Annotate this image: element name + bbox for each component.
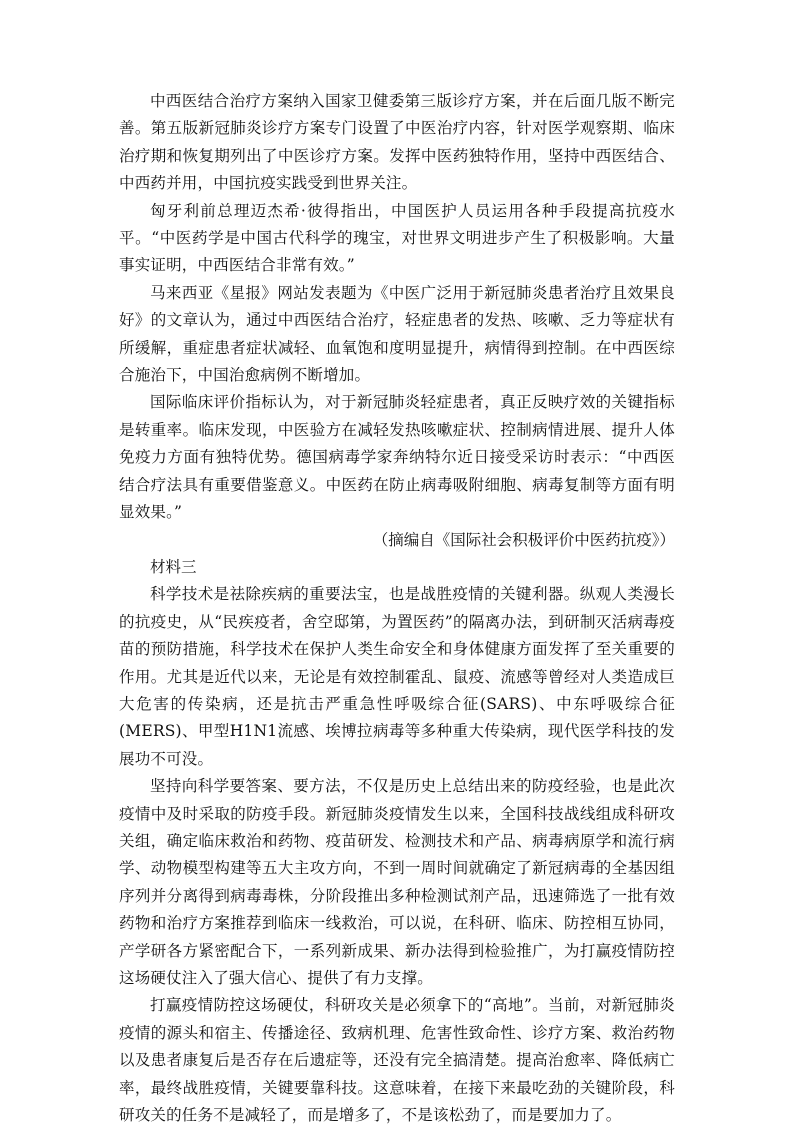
paragraph: 坚持向科学要答案、要方法，不仅是历史上总结出来的防疫经验，也是此次疫情中及时采取的防疫手段。新冠肺炎疫情发生以来，全国科技战线组成科研攻关组，确定临床救治和药物、疫苗研发、检测技术和产品、病毒病原学和流行病学、动物模型构建等五大主攻方向，不到一周时间就确定了新冠病毒的全基因组序列并分离得到病毒毒株，分阶段推出多种检测试剂产品，迅速筛选了一批有效药物和治疗方案推荐到临床一线救治，可以说，在科研、临床、防控相互协同，产学研各方紧密配合下，一系列新成果、新办法得到检验推广，为打赢疫情防控这场硬仗注入了强大信心、提供了有力支撑。 (119, 777, 675, 987)
paragraph: 匈牙利前总理迈杰希·彼得指出，中国医护人员运用各种手段提高抗疫水平。“中医药学是中国古代科学的瑰宝，对世界文明进步产生了积极影响。大量事实证明，中西医结合非常有效。” (119, 201, 675, 275)
material-heading: 材料三 (150, 557, 197, 576)
paragraph: 打赢疫情防控这场硬仗，科研攻关是必须拿下的“高地”。当前，对新冠肺炎疫情的源头和宿主、传播途径、致病机理、危害性致命性、诊疗方案、救治药物以及患者康复后是否存在后遗症等，还没有完全搞清楚。提高治愈率、降低病亡率，最终战胜疫情，关键要靠科技。这意味着，在接下来最吃劲的关键阶段，科研攻关的任务不是减轻了，而是增多了，不是该松劲了，而是要加力了。 (119, 996, 675, 1125)
paragraph: 中西医结合治疗方案纳入国家卫健委第三版诊疗方案，并在后面几版不断完善。第五版新冠肺炎诊疗方案专门设置了中医治疗内容，针对医学观察期、临床治疗期和恢复期列出了中医诊疗方案。发挥中医药独特作用，坚持中西医结合、中西药并用，中国抗疫实践受到世界关注。 (119, 92, 675, 193)
paragraph: 国际临床评价指标认为，对于新冠肺炎轻症患者，真正反映疗效的关键指标是转重率。临床发现，中医验方在减轻发热咳嗽症状、控制病情进展、提升人体免疫力方面有独特优势。德国病毒学家奔纳特尔近日接受采访时表示：“中西医结合疗法具有重要借鉴意义。中医药在防止病毒吸附细胞、病毒复制等方面有明显效果。” (119, 393, 675, 522)
source-citation: （摘编自《国际社会积极评价中医药抗疫》） (372, 530, 675, 549)
paragraph: 科学技术是祛除疾病的重要法宝，也是战胜疫情的关键利器。纵观人类漫长的抗疫史，从“民疾疫者，舍空邸第，为置医药”的隔离办法，到研制灭活病毒疫苗的预防措施，科学技术在保护人类生命安全和身体健康方面发挥了至关重要的作用。尤其是近代以来，无论是有效控制霍乱、鼠疫、流感等曾经对人类造成巨大危害的传染病，还是抗击严重急性呼吸综合征(SARS)、中东呼吸综合征(MERS)、甲型H1N1流感、埃博拉病毒等多种重大传染病，现代医学科技的发展功不可没。 (119, 585, 675, 768)
document-page (119, 88, 675, 1129)
paragraph: 马来西亚《星报》网站发表题为《中医广泛用于新冠肺炎患者治疗且效果良好》的文章认为，通过中西医结合治疗，轻症患者的发热、咳嗽、乏力等症状有所缓解，重症患者症状减轻、血氧饱和度明显提升，病情得到控制。在中西医综合施治下，中国治愈病例不断增加。 (119, 283, 675, 385)
